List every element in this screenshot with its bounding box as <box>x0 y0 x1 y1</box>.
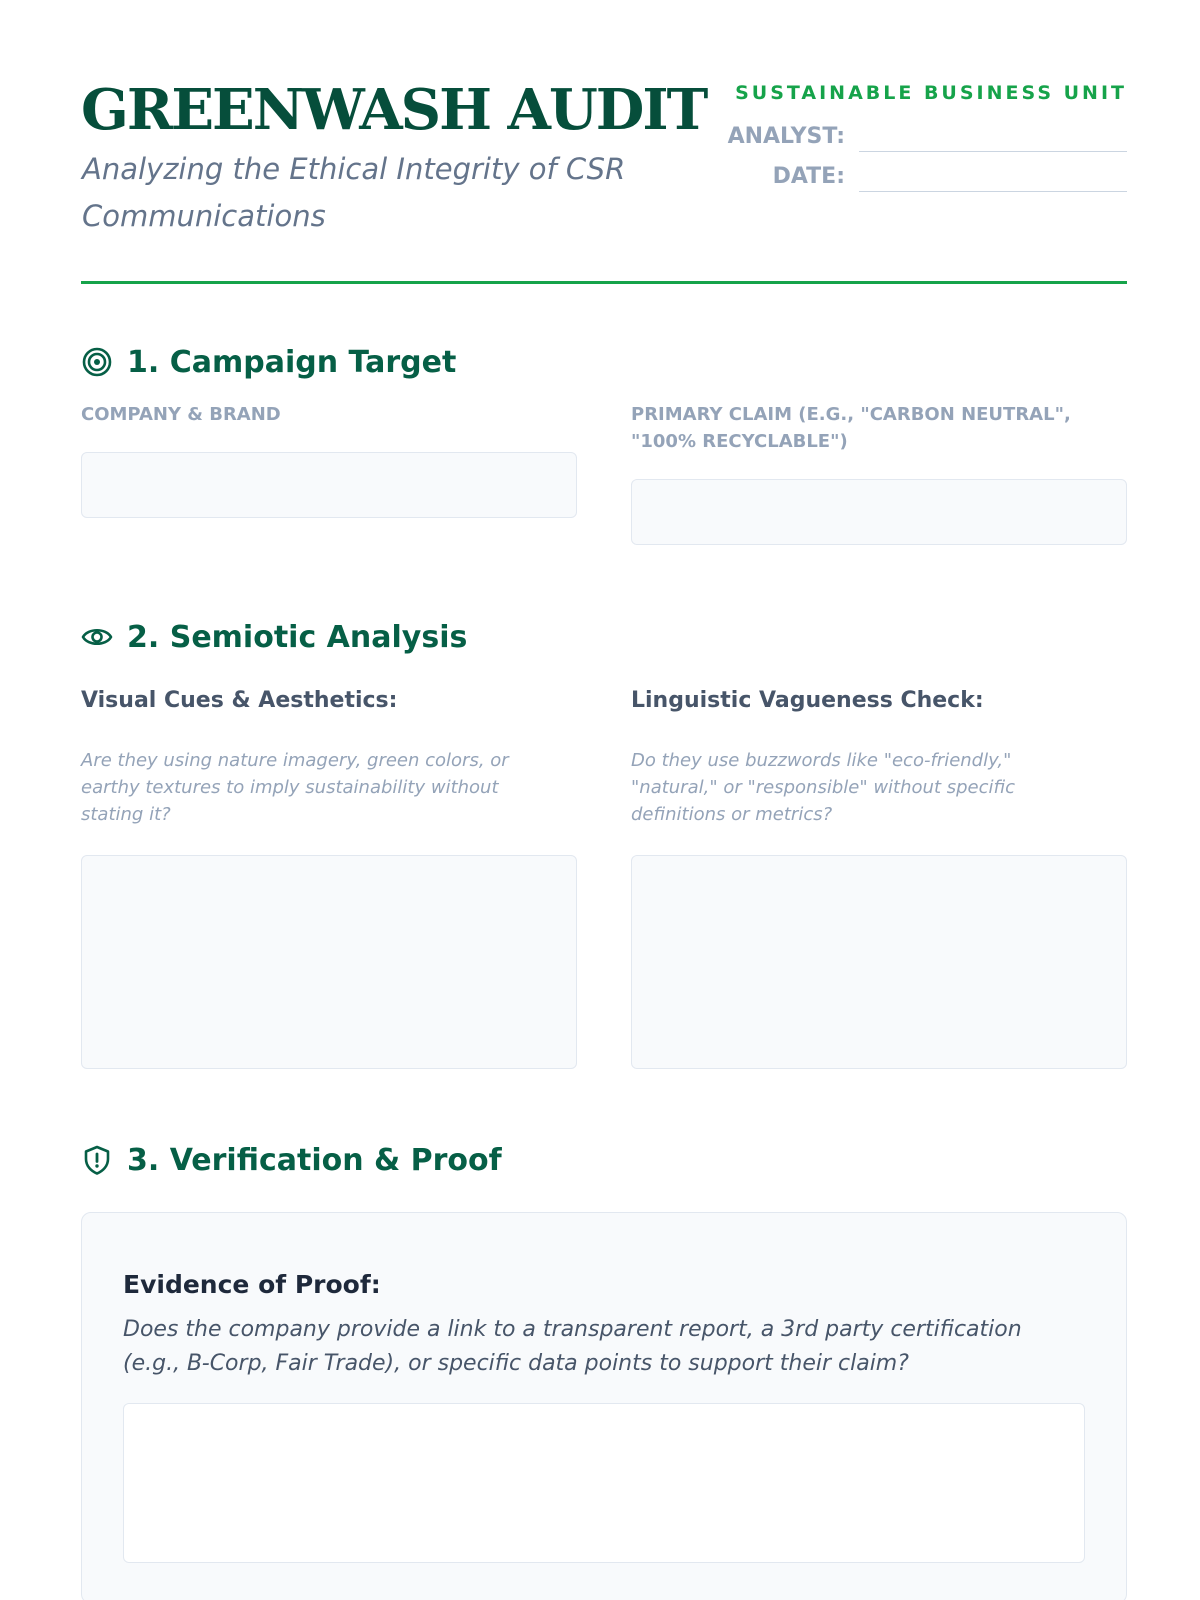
page-title: GREENWASH AUDIT <box>81 77 707 143</box>
date-field[interactable] <box>859 162 1127 192</box>
analyst-field[interactable] <box>859 122 1127 152</box>
target-icon <box>81 346 113 378</box>
section-verification-proof <box>81 1140 502 1180</box>
company-brand-input[interactable] <box>81 452 577 518</box>
evidence-question: Does the company provide a link to a transparent report, a 3rd party certification (e.g., B-Corp, Fair Trade), or specific data points to support their claim? <box>123 1317 1022 1376</box>
visual-cues-label: Visual Cues & Aesthetics: <box>81 688 398 713</box>
section-title-semiotic: 2. Semiotic Analysis <box>127 619 468 655</box>
visual-cues-hint: Are they using nature imagery, green colors, or earthy textures to imply sustainability without stating it? <box>81 750 509 825</box>
evidence-label: Evidence of Proof: <box>123 1270 381 1299</box>
date-label: DATE: <box>772 164 845 189</box>
header-divider <box>81 281 1127 284</box>
linguistic-vagueness-label: Linguistic Vagueness Check: <box>631 688 984 713</box>
visual-cues-textarea[interactable] <box>81 855 577 1069</box>
section-semiotic-analysis <box>81 617 467 657</box>
primary-claim-label: PRIMARY CLAIM (E.G., "CARBON NEUTRAL", "100% RECYCLABLE") <box>631 404 1071 452</box>
analyst-label: ANALYST: <box>727 124 845 149</box>
linguistic-vagueness-hint: Do they use buzzwords like "eco-friendly," "natural," or "responsible" without specific definitions or metrics? <box>631 750 1016 825</box>
section-title-campaign: 1. Campaign Target <box>127 344 457 380</box>
unit-label: SUSTAINABLE BUSINESS UNIT <box>735 82 1127 104</box>
audit-worksheet <box>81 0 1127 1600</box>
page-subtitle: Analyzing the Ethical Integrity of CSR Communications <box>82 152 626 233</box>
primary-claim-input[interactable] <box>631 479 1127 545</box>
evidence-card <box>81 1212 1127 1600</box>
section-title-verification: 3. Verification & Proof <box>127 1142 502 1178</box>
linguistic-vagueness-textarea[interactable] <box>631 855 1127 1069</box>
analyst-row <box>728 120 1127 152</box>
company-brand-label: COMPANY & BRAND <box>81 404 281 425</box>
shield-alert-icon <box>81 1144 113 1176</box>
evidence-textarea[interactable] <box>123 1403 1085 1563</box>
section-campaign-target <box>81 342 456 382</box>
date-row <box>773 160 1127 192</box>
eye-icon <box>81 621 113 653</box>
